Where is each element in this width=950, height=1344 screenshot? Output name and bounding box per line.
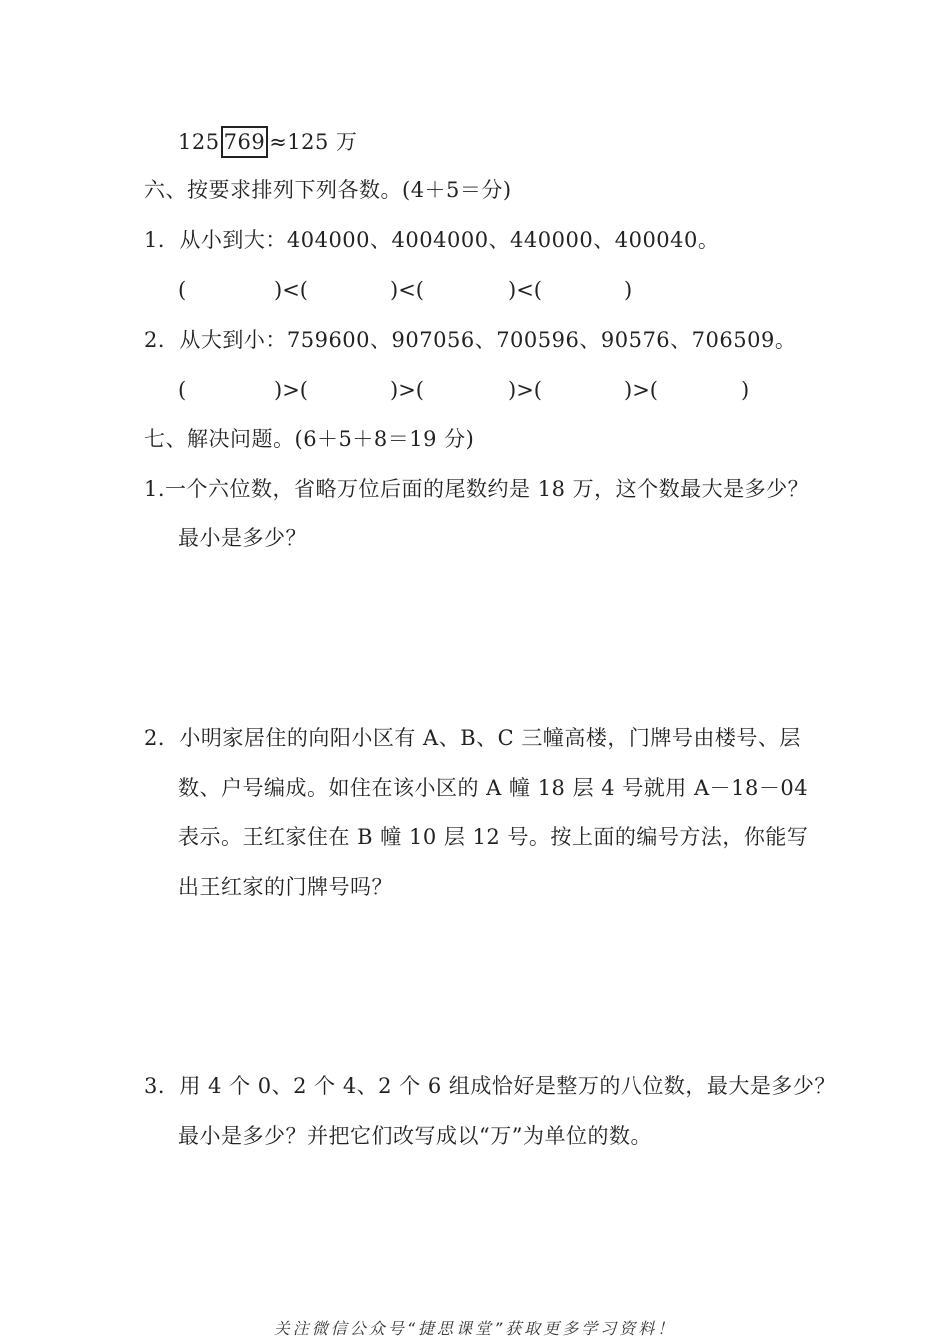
number-suffix: ≈125 万 — [269, 130, 358, 154]
problem-3-line-1: 3．用 4 个 0、2 个 4、2 个 6 组成恰好是整万的八位数，最大是多少？ — [144, 1074, 836, 1098]
problem-2-line-4: 出王红家的门牌号吗？ — [178, 875, 393, 899]
boxed-digits: 769 — [221, 126, 269, 158]
blank-open: ( — [178, 278, 187, 302]
blank-separator: )<( — [274, 278, 308, 302]
blank-separator: )>( — [274, 378, 308, 402]
section-7-heading: 七、解决问题。(6＋5＋8＝19 分) — [144, 427, 475, 451]
blank-close: ) — [624, 278, 633, 302]
problem-1-line-2: 最小是多少？ — [178, 526, 307, 550]
q2-answer-blanks — [0, 376, 950, 404]
blank-close: ) — [741, 378, 750, 402]
problem-2-line-1: 2．小明家居住的向阳小区有 A、B、C 三幢高楼，门牌号由楼号、层 — [144, 726, 801, 750]
q1-answer-blanks — [0, 276, 950, 304]
blank-separator: )<( — [508, 278, 542, 302]
problem-1-line-1: 1.一个六位数，省略万位后面的尾数约是 18 万，这个数最大是多少？ — [144, 477, 810, 501]
footer-note: 关注微信公众号“捷思课堂”获取更多学习资料！ — [273, 1319, 677, 1338]
blank-separator: )>( — [624, 378, 658, 402]
section-6-question-1: 1．从小到大：404000、4004000、440000、400040。 — [144, 228, 720, 252]
carryover-line — [178, 126, 358, 158]
blank-separator: )>( — [508, 378, 542, 402]
blank-open: ( — [178, 378, 187, 402]
section-6-question-2: 2．从大到小：759600、907056、700596、90576、706509。 — [144, 328, 797, 352]
blank-separator: )>( — [390, 378, 424, 402]
blank-separator: )<( — [390, 278, 424, 302]
problem-2-line-2: 数、户号编成。如住在该小区的 A 幢 18 层 4 号就用 A－18－04 — [178, 776, 809, 800]
number-prefix: 125 — [178, 130, 220, 154]
problem-3-line-2: 最小是多少？并把它们改写成以“万”为单位的数。 — [178, 1124, 652, 1148]
problem-2-line-3: 表示。王红家住在 B 幢 10 层 12 号。按上面的编号方法，你能写 — [178, 825, 809, 849]
section-6-heading: 六、按要求排列下列各数。(4＋5＝分) — [144, 178, 512, 202]
